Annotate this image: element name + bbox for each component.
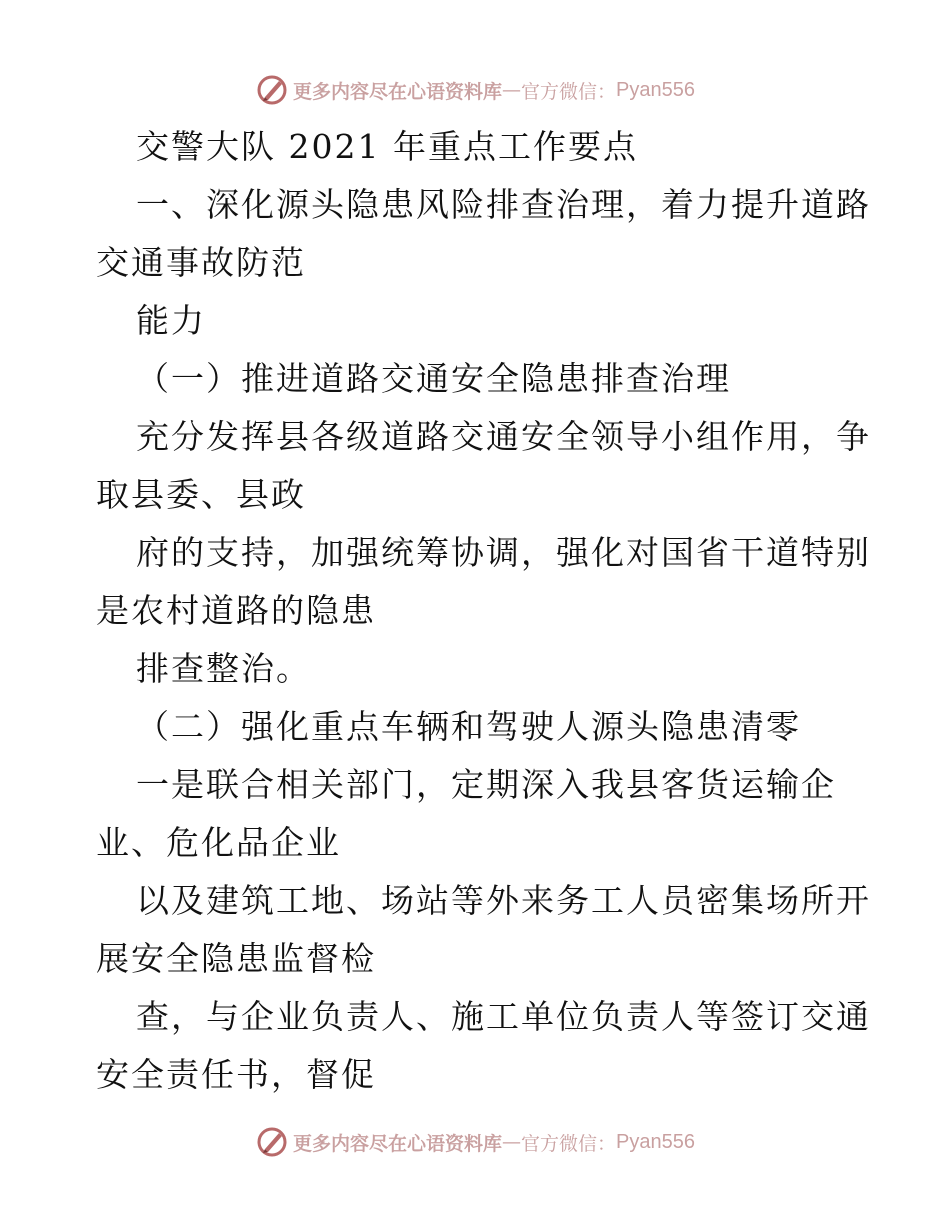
watermark-brand: 更多内容尽在心语资料库: [293, 1132, 503, 1155]
pen-logo-icon: [255, 1125, 289, 1159]
paragraph-line: 排查整治。: [136, 649, 311, 688]
document-title: 交警大队 2021 年重点工作要点: [136, 127, 638, 166]
watermark-brand: 更多内容尽在心语资料库: [293, 80, 503, 103]
paragraph-line: 充分发挥县各级道路交通安全领导小组作用，争: [136, 417, 871, 456]
paragraph-line: 府的支持，加强统筹协调，强化对国省干道特别: [136, 533, 871, 572]
pen-logo-icon: [255, 73, 289, 107]
document-body: [96, 118, 871, 1104]
watermark-separator: —: [502, 79, 522, 101]
header-watermark: [0, 70, 950, 110]
paragraph-line: 业、危化品企业: [96, 823, 341, 862]
paragraph-line: 以及建筑工地、场站等外来务工人员密集场所开: [136, 881, 871, 920]
footer-watermark: [0, 1122, 950, 1162]
watermark-separator: —: [502, 1131, 522, 1153]
section-heading-1-cont: 交通事故防范: [96, 243, 306, 282]
paragraph-line: 是农村道路的隐患: [96, 591, 376, 630]
paragraph-line: 查，与企业负责人、施工单位负责人等签订交通: [136, 997, 871, 1036]
watermark-wechat-id: Pyan556: [616, 1130, 695, 1153]
watermark-wechat-label: 官方微信：: [521, 1132, 617, 1155]
paragraph-line: 取县委、县政: [96, 475, 306, 514]
watermark-wechat-id: Pyan556: [616, 78, 695, 101]
paragraph-line: 安全责任书，督促: [96, 1055, 376, 1094]
subsection-heading-2: （二）强化重点车辆和驾驶人源头隐患清零: [136, 707, 801, 746]
section-heading-1-cont2: 能力: [136, 301, 206, 340]
subsection-heading-1: （一）推进道路交通安全隐患排查治理: [136, 359, 731, 398]
watermark-wechat-label: 官方微信：: [521, 80, 617, 103]
paragraph-line: 展安全隐患监督检: [96, 939, 376, 978]
section-heading-1: 一、深化源头隐患风险排查治理，着力提升道路: [136, 185, 871, 224]
paragraph-line: 一是联合相关部门，定期深入我县客货运输企: [136, 765, 836, 804]
